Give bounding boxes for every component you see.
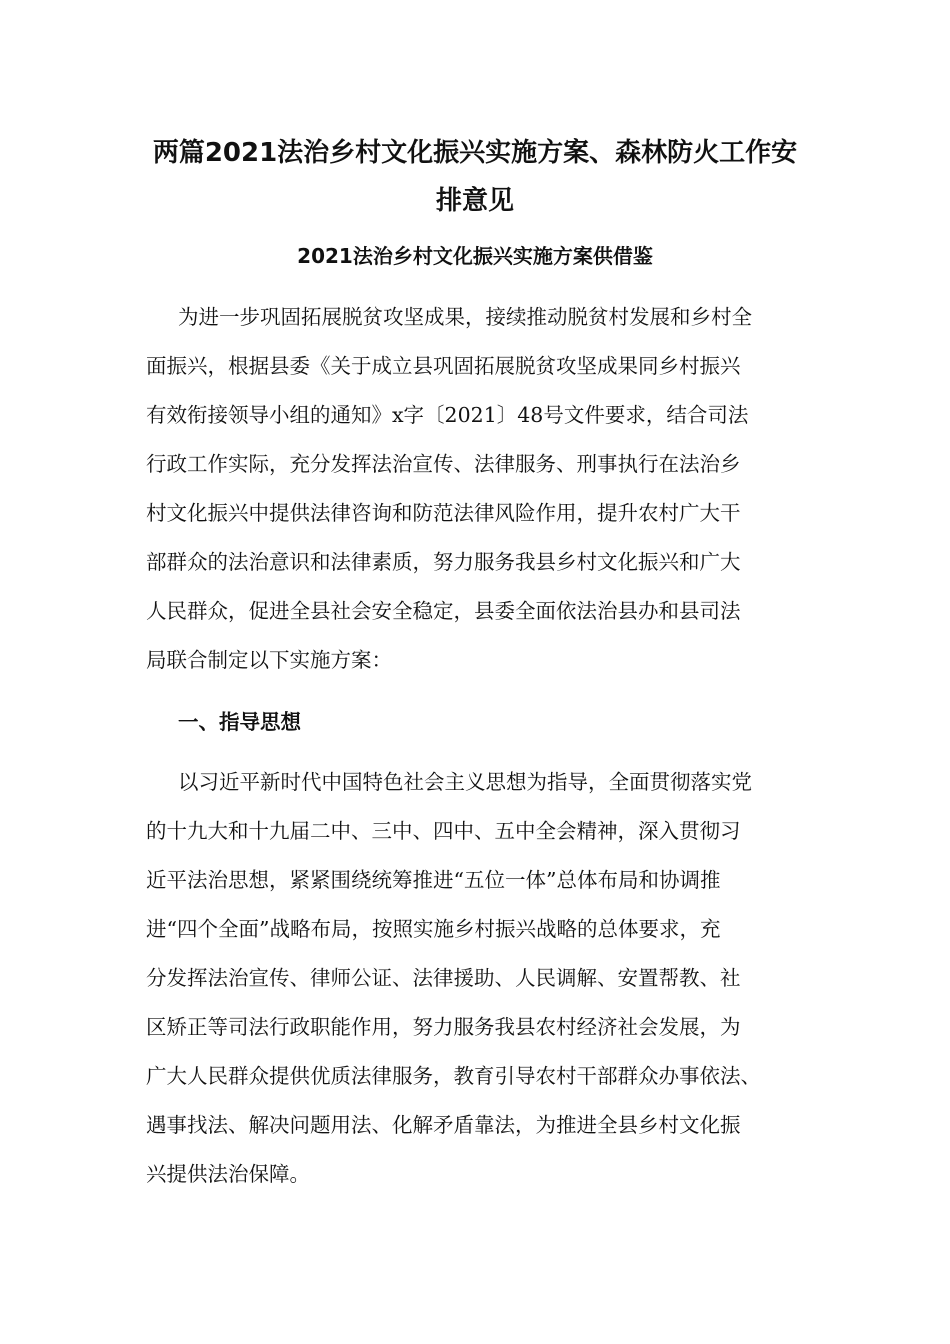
section-1-line: 广大人民群众提供优质法律服务，教育引导农村干部群众办事依法、 [146, 1064, 761, 1088]
intro-line: 局联合制定以下实施方案： [146, 648, 392, 672]
intro-line: 有效衔接领导小组的通知》x字〔2021〕48号文件要求，结合司法 [146, 403, 749, 427]
section-1-line: 分发挥法治宣传、律师公证、法律援助、人民调解、安置帮教、社 [146, 966, 741, 990]
section-1-line: 兴提供法治保障。 [146, 1162, 310, 1186]
section-1-line: 进“四个全面”战略布局，按照实施乡村振兴战略的总体要求，充 [146, 917, 721, 941]
intro-line: 为进一步巩固拓展脱贫攻坚成果，接续推动脱贫村发展和乡村全 [178, 305, 752, 329]
intro-line: 村文化振兴中提供法律咨询和防范法律风险作用，提升农村广大干 [146, 501, 741, 525]
intro-line: 部群众的法治意识和法律素质，努力服务我县乡村文化振兴和广大 [146, 550, 741, 574]
intro-line: 人民群众，促进全县社会安全稳定，县委全面依法治县办和县司法 [146, 599, 741, 623]
section-1-line: 区矫正等司法行政职能作用，努力服务我县农村经济社会发展，为 [146, 1015, 741, 1039]
section-1-line: 以习近平新时代中国特色社会主义思想为指导，全面贯彻落实党 [178, 770, 752, 794]
intro-line: 行政工作实际，充分发挥法治宣传、法律服务、刑事执行在法治乡 [146, 452, 741, 476]
document-title-line-1: 两篇2021法治乡村文化振兴实施方案、森林防火工作安 [152, 138, 798, 168]
section-1-line: 近平法治思想，紧紧围绕统筹推进“五位一体”总体布局和协调推 [146, 868, 721, 892]
document-title-line-2: 排意见 [435, 186, 514, 216]
section-1-line: 的十九大和十九届二中、三中、四中、五中全会精神，深入贯彻习 [146, 819, 741, 843]
document-subtitle: 2021法治乡村文化振兴实施方案供借鉴 [297, 244, 653, 268]
intro-line: 面振兴，根据县委《关于成立县巩固拓展脱贫攻坚成果同乡村振兴 [146, 354, 741, 378]
section-1-line: 遇事找法、解决问题用法、化解矛盾靠法，为推进全县乡村文化振 [146, 1113, 741, 1137]
section-heading-guiding-thought: 一、指导思想 [178, 710, 301, 734]
